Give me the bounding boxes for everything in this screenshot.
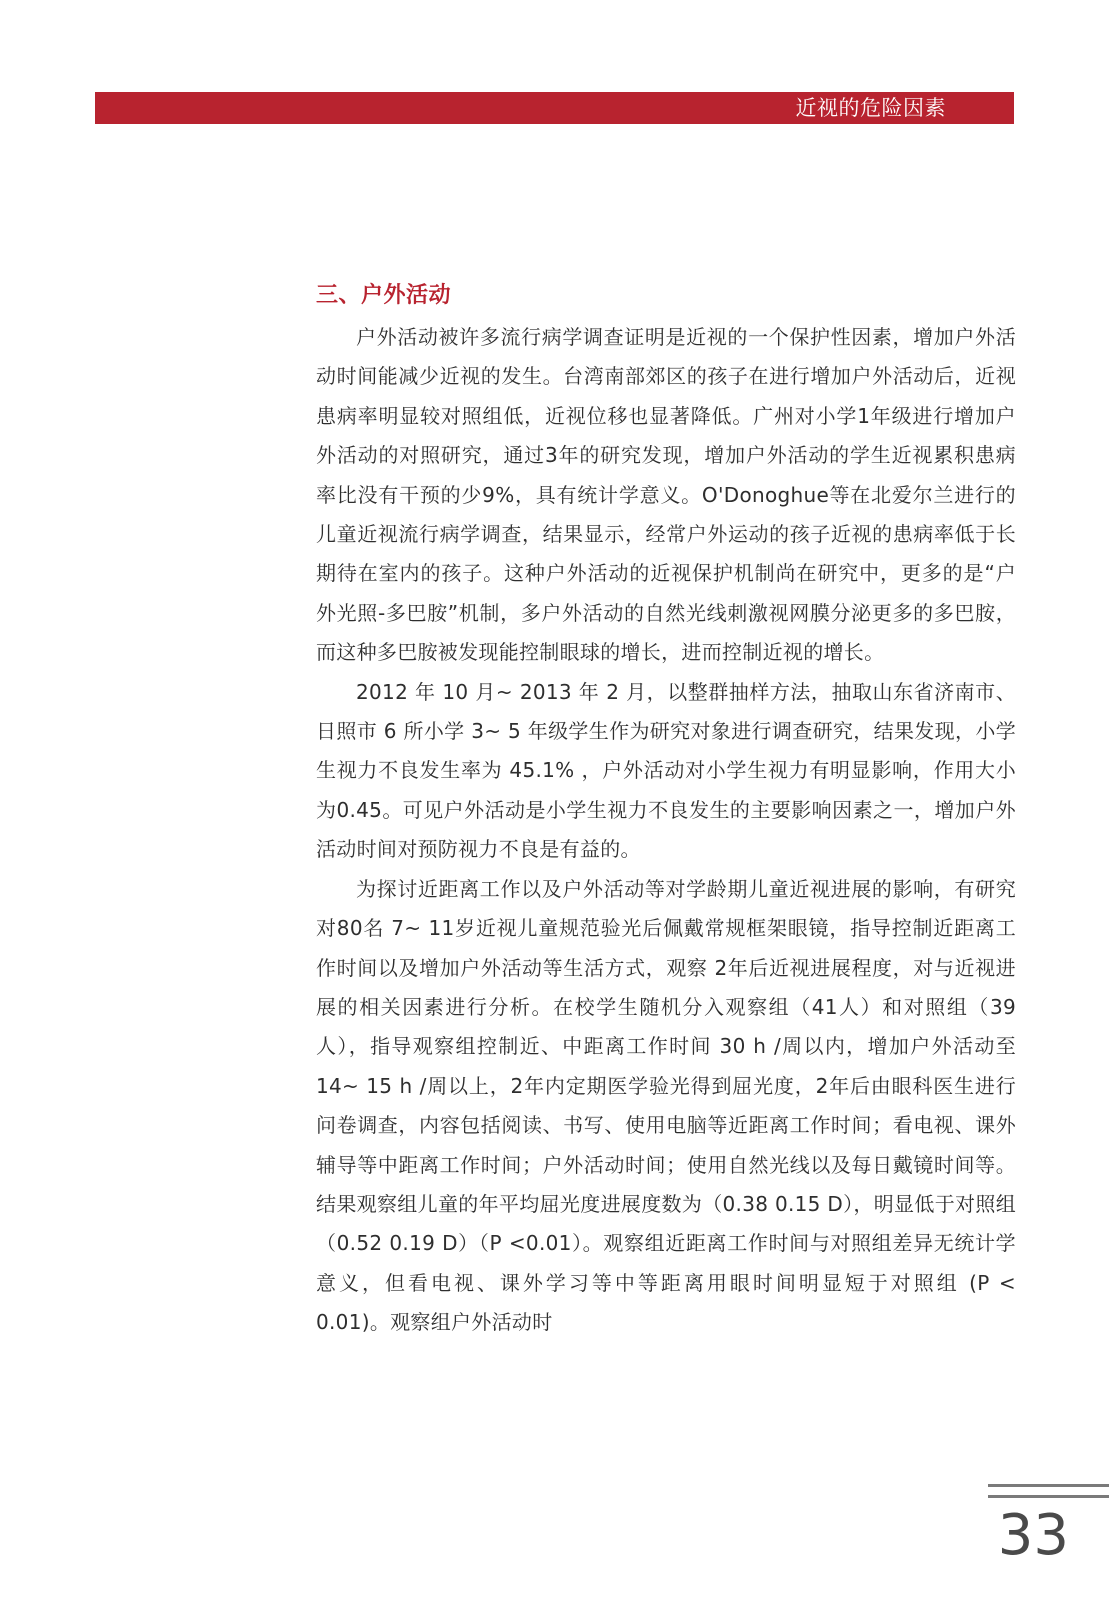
paragraph-3: 为探讨近距离工作以及户外活动等对学龄期儿童近视进展的影响，有研究对80名 7~ 11岁近视儿童规范验光后佩戴常规框架眼镜，指导控制近距离工作时间以及增加户外活动等生活方式，观察 2年后近视进展程度，对与近视进展的相关因素进行分析。在校学生随机分入观察组（41人）和对照组（39 人），指导观察组控制近、中距离工作时间 30 h /周以内，增加户外活动至 14~ 15 h /周以上，2年内定期医学验光得到屈光度，2年后由眼科医生进行问卷调查，内容包括阅读、书写、使用电脑等近距离工作时间；看电视、课外辅导等中距离工作时间；户外活动时间；使用自然光线以及每日戴镜时间等。结果观察组儿童的年平均屈光度进展度数为（0.38 0.15 D），明显低于对照组（0.52 0.19 D）（P <0.01）。观察组近距离工作时间与对照组差异无统计学意义，但看电视、课外学习等中等距离用眼时间明显短于对照组 (P < 0.01)。观察组户外活动时 <box>316 876 1016 1335</box>
footer-line-bottom <box>988 1495 1109 1498</box>
paragraph-2: 2012 年 10 月~ 2013 年 2 月，以整群抽样方法，抽取山东省济南市、日照市 6 所小学 3~ 5 年级学生作为研究对象进行调查研究，结果发现，小学生视力不良发生率为 45.1% ，户外活动对小学生视力有明显影响，作用大小为0.45。可见户外活动是小学生视力不良发生的主要影响因素之一，增加户外活动时间对预防视力不良是有益的。 <box>316 679 1016 862</box>
footer-line-top <box>988 1484 1109 1487</box>
page-number: 33 <box>997 1503 1069 1568</box>
paragraph-1: 户外活动被许多流行病学调查证明是近视的一个保护性因素，增加户外活动时间能减少近视的发生。台湾南部郊区的孩子在进行增加户外活动后，近视患病率明显较对照组低，近视位移也显著降低。广州对小学1年级进行增加户外活动的对照研究，通过3年的研究发现，增加户外活动的学生近视累积患病率比没有干预的少9%，具有统计学意义。O'Donoghue等在北爱尔兰进行的儿童近视流行病学调查，结果显示，经常户外运动的孩子近视的患病率低于长期待在室内的孩子。这种户外活动的近视保护机制尚在研究中，更多的是“户外光照-多巴胺”机制，多户外活动的自然光线刺激视网膜分泌更多的多巴胺，而这种多巴胺被发现能控制眼球的增长，进而控制近视的增长。 <box>316 325 1016 665</box>
footer-decoration <box>988 1484 1109 1498</box>
main-content <box>316 280 1016 1343</box>
section-heading: 三、户外活动 <box>316 283 452 308</box>
chapter-header-bar <box>95 92 1014 124</box>
chapter-title: 近视的危险因素 <box>795 96 946 120</box>
